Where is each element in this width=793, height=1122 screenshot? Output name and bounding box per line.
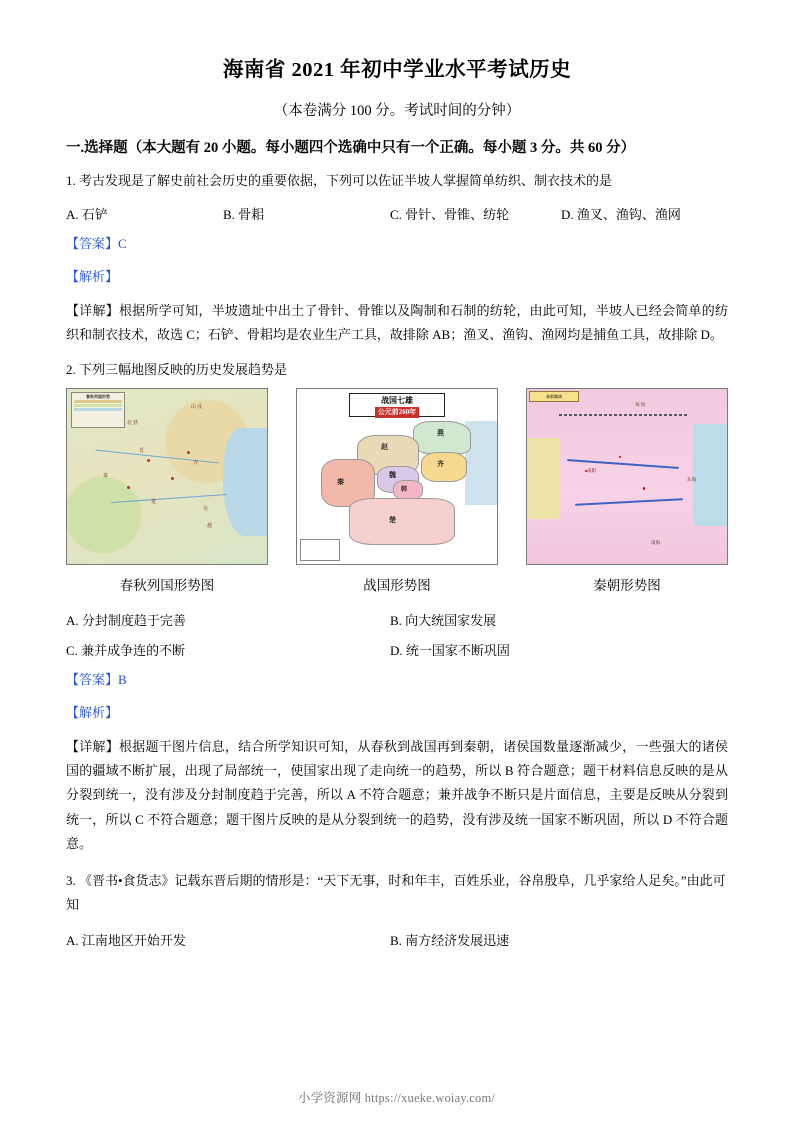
question-2-options-row2 <box>66 640 728 657</box>
map3-label-donghai: 东海 <box>687 476 697 482</box>
map3-sea <box>693 424 727 526</box>
map3-river-yangtze <box>575 499 683 506</box>
map-title-main: 战国七雄 <box>381 396 413 406</box>
state-chu <box>349 498 455 546</box>
map-title-sub: 公元前260年 <box>375 407 420 418</box>
map-label-yue: 越 <box>207 524 213 530</box>
map3-river-yellow <box>567 459 679 468</box>
question-1-stem: 1. 考古发现是了解史前社会历史的重要依据，下列可以佐证半坡人掌握简单纺织、制衣技术的是 <box>66 173 613 188</box>
question-2-figures <box>66 388 728 594</box>
figure-caption-3: 秦朝形势图 <box>593 578 661 594</box>
map-river-yellow <box>95 449 218 463</box>
map3-west-region <box>527 438 559 519</box>
map-legend-title: 春秋列国形势 <box>86 394 110 400</box>
question-1-analysis-label: 【解析】 <box>66 268 119 284</box>
state-label-qi: 齐 <box>437 460 444 469</box>
option-b[interactable]: B. 骨耜 <box>223 207 265 223</box>
state-han <box>393 480 423 500</box>
map-label-chu: 楚 <box>151 499 157 505</box>
document-content <box>66 52 728 960</box>
map-river-yangtze <box>111 494 227 503</box>
great-wall <box>559 414 687 416</box>
state-label-wei: 魏 <box>389 470 396 479</box>
map2-legend <box>300 539 340 561</box>
map-title-box <box>349 393 445 417</box>
option-a[interactable]: A. 石铲 <box>66 207 108 223</box>
question-3-stem: 3. 《晋书•食货志》记载东晋后期的情形是：“天下无事，时和年丰，百姓乐业，谷帛殷阜，几乎家给人足矣。”由此可知 <box>66 872 726 912</box>
question-2-answer: 【答案】B <box>66 672 127 688</box>
figure-caption-1: 春秋列国形势图 <box>119 578 215 594</box>
section-heading: 一.选择题（本大题有 20 小题。每小题四个选确中只有一个正确。每小题 3 分。共 60 分） <box>66 140 636 156</box>
exam-subtitle: （本卷满分 100 分。考试时间的分钟） <box>273 103 521 119</box>
option-d[interactable]: D. 统一国家不断巩固 <box>390 643 510 659</box>
map-spring-autumn <box>67 389 267 564</box>
map-label-shanrong: 山 戎 <box>191 405 203 411</box>
question-3-options <box>66 930 728 947</box>
state-label-zhao: 赵 <box>381 442 388 451</box>
map-label-qin: 秦 <box>103 473 109 479</box>
map-legend <box>71 392 125 428</box>
figure-qin-dynasty-frame <box>526 388 728 565</box>
map-label-qi: 齐 <box>193 461 199 467</box>
footer-brand: 小学资源网 <box>297 1091 362 1105</box>
map3-topbar: 秦朝疆域 <box>529 391 579 402</box>
figure-qin-dynasty <box>526 388 728 594</box>
question-2-detail: 【详解】根据题干图片信息，结合所学知识可知，从春秋到战国再到秦朝，诸侯国数量逐渐减少，一些强大的诸侯国的疆域不断扩展，出现了局部统一，使国家出现了走向统一的趋势，所以 B 符合题意；题干材料信息反映的是从分裂到统一，没有涉及分封制度趋于完善，所以 A 不符合题意；兼并战争不断只是片面信息，主要是反映从分裂到统一，所以 C 不符合题意；题干图片反映的是从分裂到统一的趋势，没有涉及统一国家不断巩固，所以 D 不符合题意。 <box>66 739 728 851</box>
state-label-qin: 秦 <box>337 477 344 486</box>
footer-url: https://xueke.woiay.com/ <box>364 1091 496 1105</box>
figure-spring-autumn-frame <box>66 388 268 565</box>
figure-warring-states <box>296 388 498 594</box>
question-2-stem: 2. 下列三幅地图反映的历史发展趋势是 <box>66 362 288 378</box>
figure-warring-states-frame <box>296 388 498 565</box>
option-b[interactable]: B. 南方经济发展迅速 <box>390 932 510 948</box>
figure-spring-autumn <box>66 388 268 594</box>
question-1-detail: 【详解】根据所学可知，半坡遗址中出土了骨针、骨锥以及陶制和石制的纺轮，由此可知，半坡人已经会简单的纺织和制衣技术，故选 C；石铲、骨耜均是农业生产工具，故排除 AB；渔叉、渔钩、渔网均是捕鱼工具，故排除 D。 <box>66 303 728 343</box>
map-warring-states <box>297 389 497 564</box>
map-label-beidi: 北 狄 <box>127 421 139 427</box>
map3-label-nanhai: 南海 <box>651 539 661 545</box>
state-qi <box>421 452 467 482</box>
option-c[interactable]: C. 骨针、骨锥、纺轮 <box>390 207 510 223</box>
question-2-options-row1 <box>66 610 728 627</box>
state-label-han: 韩 <box>401 486 408 493</box>
map-label-jin: 晋 <box>139 449 145 455</box>
state-label-yan: 燕 <box>437 428 444 437</box>
question-1-answer: 【答案】C <box>66 236 127 252</box>
state-label-chu: 楚 <box>389 516 396 525</box>
option-a[interactable]: A. 江南地区开始开发 <box>66 932 186 948</box>
map-sea <box>223 428 267 537</box>
figure-caption-2: 战国形势图 <box>363 578 431 594</box>
map-label-wu: 吴 <box>203 506 209 512</box>
map3-label-xianyang: 咸阳 <box>587 468 597 474</box>
map-qin-dynasty <box>527 389 727 564</box>
option-a[interactable]: A. 分封制度趋于完善 <box>66 613 186 629</box>
map3-label-xiongnu: 匈 奴 <box>635 401 646 407</box>
question-2-analysis-label: 【解析】 <box>66 704 119 720</box>
footer-watermark <box>0 1088 793 1106</box>
option-c[interactable]: C. 兼并成争连的不断 <box>66 643 186 659</box>
option-b[interactable]: B. 向大统国家发展 <box>390 613 497 629</box>
option-d[interactable]: D. 渔叉、渔钩、渔网 <box>561 207 681 223</box>
page-title: 海南省 2021 年初中学业水平考试历史 <box>222 59 572 81</box>
question-1-options <box>66 204 728 221</box>
